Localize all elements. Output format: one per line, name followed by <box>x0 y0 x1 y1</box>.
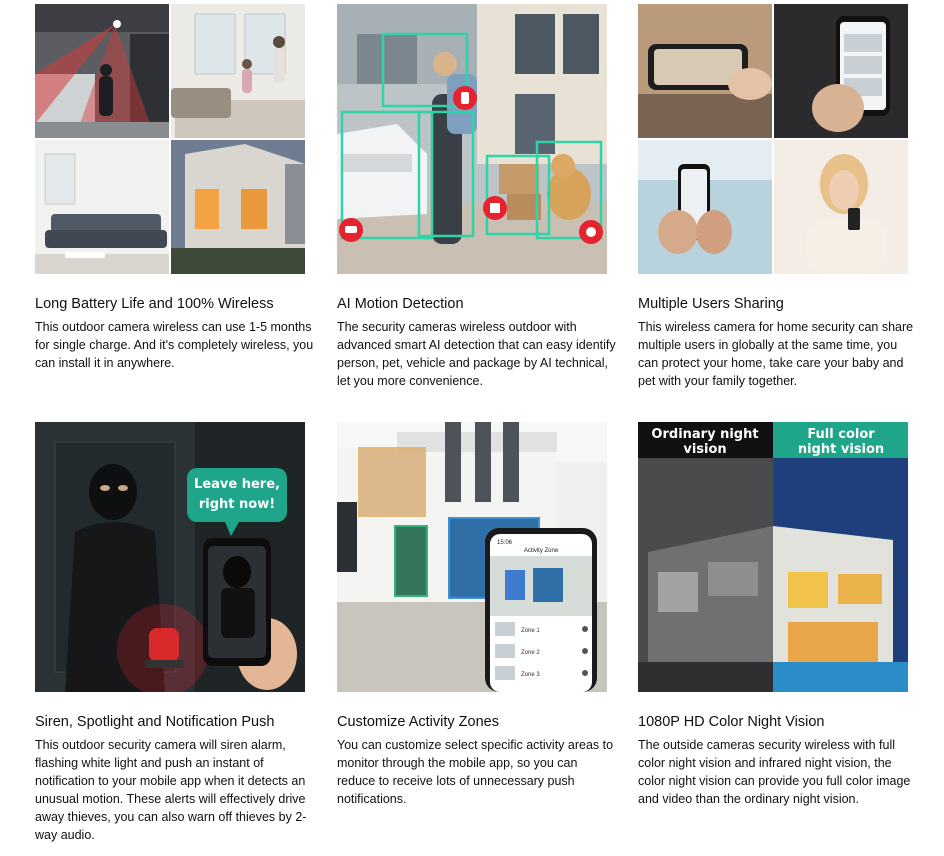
feature-description: The security cameras wireless outdoor with advanced smart AI detection that can easy identify person, pet, vehicle and package by AI technical, let you more convenience. <box>337 320 616 388</box>
night-label-left-line2: vision <box>683 442 727 457</box>
zone-label: Zone 3 <box>521 672 540 678</box>
app-time: 15:06 <box>497 540 513 546</box>
zone-label: Zone 1 <box>521 628 540 634</box>
feature-title: Long Battery Life and 100% Wireless <box>35 296 274 312</box>
night-vision-image <box>638 422 908 692</box>
night-label-right-line2: night vision <box>797 442 885 457</box>
feature-title: AI Motion Detection <box>337 296 464 312</box>
night-label-right-line1: Full color <box>807 427 875 442</box>
feature-title: Customize Activity Zones <box>337 714 499 730</box>
feature-title: Siren, Spotlight and Notification Push <box>35 714 275 730</box>
siren-feature-image <box>35 422 305 692</box>
night-label-left-line1: Ordinary night <box>651 427 759 442</box>
zone-label: Zone 2 <box>521 650 540 656</box>
feature-description: This wireless camera for home security can share multiple users in globally at the same time, you can protect your home, take care your baby and pet with your family together. <box>638 320 914 388</box>
ai-detection-image <box>337 4 607 274</box>
speech-bubble-line2: right now! <box>198 497 276 512</box>
sharing-feature-image <box>638 4 908 274</box>
feature-description: This outdoor security camera will siren alarm, flashing white light and push an instant of notification to your mobile app when it detects an unusual motion. These alerts will effectively drive away thieves, you can also warn off thieves by 2-way audio. <box>35 738 307 842</box>
feature-description: This outdoor camera wireless can use 1-5 months for single charge. And it's completely wireless, you can install it in anywhere. <box>35 320 314 370</box>
app-screen-title: Activity Zone <box>523 548 559 554</box>
feature-title: Multiple Users Sharing <box>638 296 784 312</box>
speech-bubble-line1: Leave here, <box>194 477 280 492</box>
battery-feature-image <box>35 4 305 274</box>
feature-description: You can customize select specific activity areas to monitor through the mobile app, so you can reduce to receive lots of unnecessary push notifications. <box>337 738 614 806</box>
activity-zones-image <box>337 422 607 692</box>
feature-description: The outside cameras security wireless with full color night vision and infrared night vision, the color night vision can provide you full color image and video than the ordinary night vision. <box>638 738 911 806</box>
feature-title: 1080P HD Color Night Vision <box>638 714 825 730</box>
